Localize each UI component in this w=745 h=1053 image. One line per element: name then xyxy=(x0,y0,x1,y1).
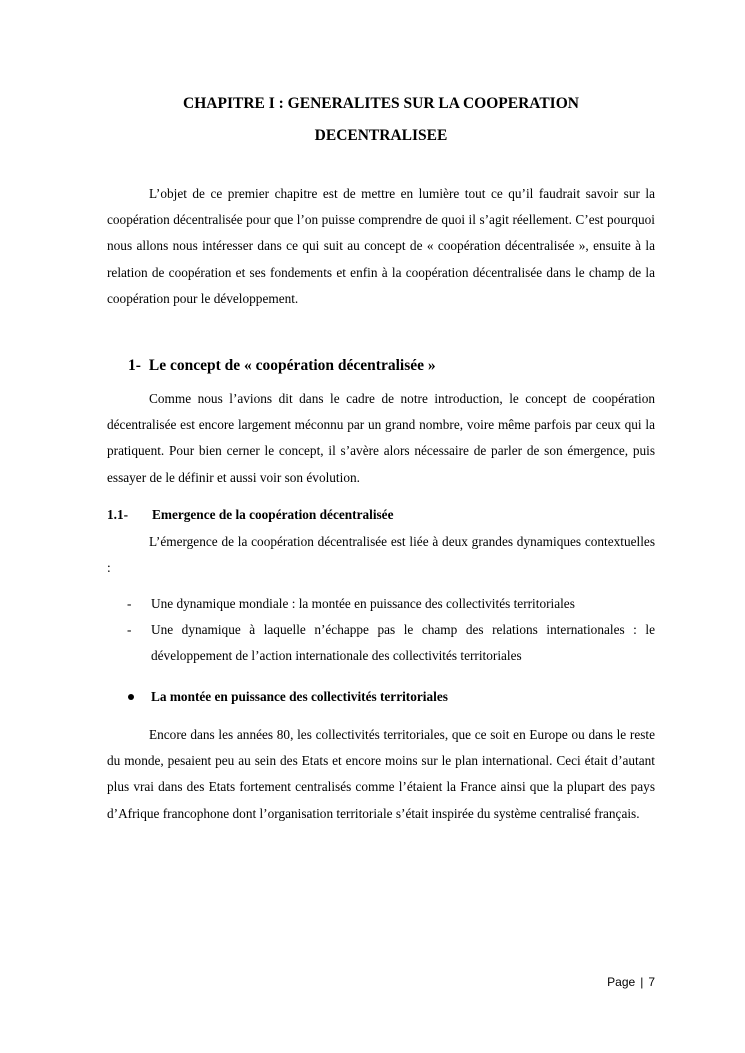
list-item xyxy=(107,617,655,669)
subsection-heading xyxy=(107,505,394,525)
list-item-text: Une dynamique mondiale : la montée en puissance des collectivités territoriales xyxy=(151,596,575,611)
list-item xyxy=(107,591,655,617)
bullet-heading-text: La montée en puissance des collectivités territoriales xyxy=(151,689,448,704)
subsection-paragraph: L’émergence de la coopération décentralisée est liée à deux grandes dynamiques contextuelles : xyxy=(107,534,655,576)
subsection-title: Emergence de la coopération décentralisée xyxy=(152,507,394,522)
bullet-paragraph: Encore dans les années 80, les collectivités territoriales, que ce soit en Europe ou dans le reste du monde, pesaient peu au sein des Etats et encore moins sur le plan international. Ceci était d’autant plus vrai dans des Etats fortement centralisés comme l’étaient la France ainsi que la plupart des pays d’Afrique francophone dont l’organisation territoriale s’était inspirée du système centralisé français. xyxy=(107,727,655,821)
section-number: 1- xyxy=(128,357,141,374)
chapter-title-line1: CHAPITRE I : GENERALITES SUR LA COOPERATION xyxy=(183,95,579,112)
list-item-text: Une dynamique à laquelle n’échappe pas le champ des relations internationales : le développement de l’action internationale des collectivités territoriales xyxy=(151,622,655,664)
section-title: Le concept de « coopération décentralisée » xyxy=(148,357,436,374)
page-number: 7 xyxy=(648,975,655,989)
page-label: Page xyxy=(607,975,636,989)
chapter-title xyxy=(107,88,655,152)
page-separator: | xyxy=(640,975,644,989)
chapter-title-line2: DECENTRALISEE xyxy=(314,127,448,144)
bullet-heading xyxy=(107,686,448,708)
page-footer xyxy=(607,974,655,990)
list-marker: - xyxy=(127,596,132,611)
list-marker: - xyxy=(127,622,132,638)
intro-paragraph: L’objet de ce premier chapitre est de mettre en lumière tout ce qu’il faudrait savoir sur la coopération décentralisée pour que l’on puisse comprendre de quoi il s’agit réellement. C’est pourquoi nous allons nous intéresser dans ce qui suit au concept de « coopération décentralisée », ensuite à la relation de coopération et ses fondements et enfin à la coopération décentralisée dans le champ de la coopération pour le développement. xyxy=(107,186,655,306)
section-heading xyxy=(128,355,436,377)
dynamics-list xyxy=(107,591,655,670)
bullet-icon xyxy=(128,694,134,700)
section-paragraph: Comme nous l’avions dit dans le cadre de notre introduction, le concept de coopération décentralisée est encore largement méconnu par un grand nombre, voire même parfois par ceux qui la pratiquent. Pour bien cerner le concept, il s’avère alors nécessaire de parler de son émergence, puis essayer de le définir et aussi voir son évolution. xyxy=(107,391,655,485)
subsection-number: 1.1- xyxy=(107,507,129,522)
